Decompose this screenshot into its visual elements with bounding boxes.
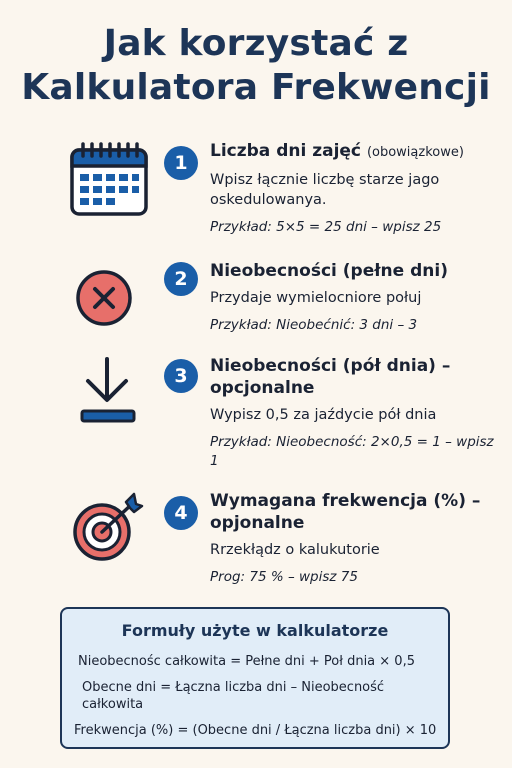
step-2-body bbox=[210, 260, 500, 335]
step-2-number: 2 bbox=[164, 262, 198, 296]
step-3-heading: Nieobecności (pół dnia) – opcjonalne bbox=[210, 356, 451, 398]
step-1-body bbox=[210, 140, 500, 237]
formula-box-title: Formuły użyte w kalkulatorze bbox=[121, 621, 389, 640]
formula-box bbox=[60, 607, 450, 749]
x-circle-icon bbox=[68, 260, 150, 342]
formula-line-3: Frekwencja (%) = (Obecne dni / Łączna liczba dni) × 10 bbox=[74, 723, 437, 738]
step-3-number: 3 bbox=[164, 359, 198, 393]
target-icon bbox=[68, 490, 150, 572]
step-4-body bbox=[210, 490, 500, 587]
step-2-heading: Nieobecności (pełne dni) bbox=[210, 261, 448, 281]
step-4-description: Rrzekłądz o kalukutorie bbox=[210, 542, 380, 558]
formula-line-1: Nieobecnośc całkowita = Pełne dni + Poł dnia × 0,5 bbox=[78, 654, 415, 669]
formula-line-2: Obecne dni = Łączna liczba dni – Nieobecność bbox=[82, 680, 385, 695]
formula-line-2-cont: całkowita bbox=[82, 697, 144, 712]
download-arrow-icon bbox=[68, 355, 150, 437]
step-3-description: Wypisz 0,5 za jaźdycie pół dnia bbox=[210, 407, 437, 423]
step-4-heading: Wymagana frekwencja (%) – opjonalne bbox=[210, 491, 481, 533]
step-2-description: Przydaje wymielocniore połuj bbox=[210, 290, 422, 306]
step-1-heading-text: Liczba dni zajęć bbox=[210, 141, 362, 161]
step-4-number: 4 bbox=[164, 496, 198, 530]
step-3-example: Przykład: Nieobecność: 2×0,5 = 1 – wpisz 1 bbox=[210, 434, 494, 469]
step-1-heading-note: (obowiązkowe) bbox=[366, 145, 464, 160]
step-3-body bbox=[210, 355, 500, 471]
calendar-icon bbox=[68, 140, 150, 222]
step-4-example: Prog: 75 % – wpisz 75 bbox=[210, 569, 358, 585]
page-title-line-2: Kalkulatora Frekwencji bbox=[21, 67, 491, 108]
page-title-line-1: Jak korzystać z bbox=[103, 23, 409, 64]
step-1-number: 1 bbox=[164, 146, 198, 180]
step-2-example: Przykład: Nieobećnić: 3 dni – 3 bbox=[210, 317, 418, 333]
page-title bbox=[0, 22, 512, 110]
step-1-description: Wpisz łącznie liczbę starze jago oskedulowanya. bbox=[210, 172, 440, 208]
step-1-heading bbox=[210, 140, 500, 164]
step-1-example: Przykład: 5×5 = 25 dni – wpisz 25 bbox=[210, 219, 442, 235]
